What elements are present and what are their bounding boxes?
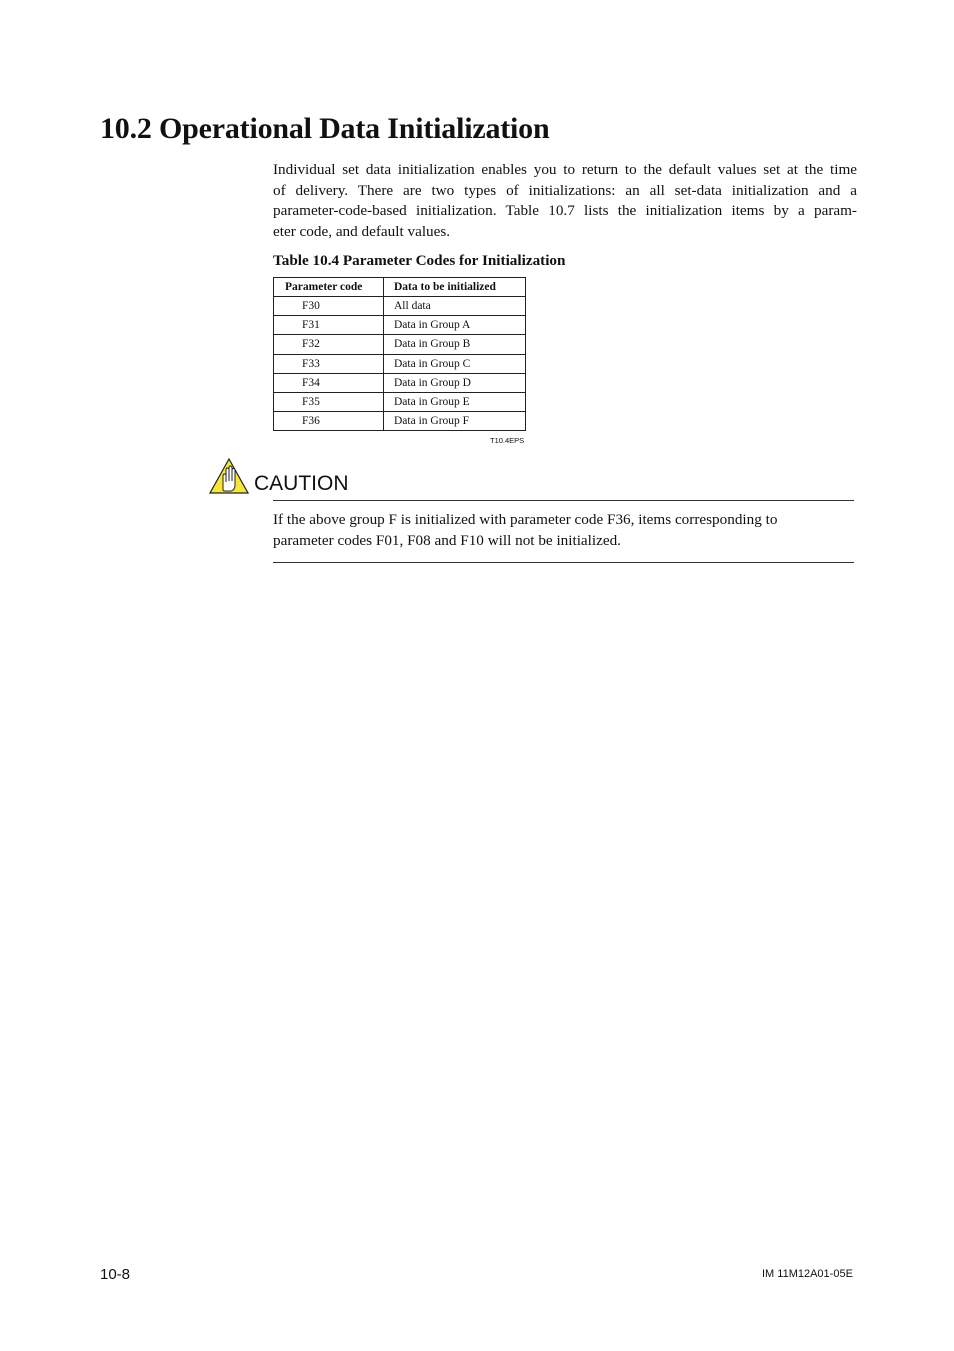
header-parameter-code: Parameter code <box>274 278 384 297</box>
page-number: 10-8 <box>100 1266 131 1283</box>
caution-line: parameter codes F01, F08 and F10 will not be initialized. <box>273 531 621 549</box>
section-heading: 10.2 Operational Data Initialization <box>100 112 550 145</box>
table-row <box>274 335 526 354</box>
parameter-code-cell: F31 <box>274 316 384 335</box>
data-cell: All data <box>384 297 526 316</box>
data-cell: Data in Group C <box>384 354 526 373</box>
caution-hand-icon <box>209 458 249 494</box>
table-row <box>274 354 526 373</box>
intro-line: eter code, and default values. <box>273 223 451 241</box>
table-caption: Table 10.4 Parameter Codes for Initialization <box>273 252 566 269</box>
parameter-code-cell: F34 <box>274 373 384 392</box>
data-cell: Data in Group D <box>384 373 526 392</box>
header-data-to-be-initialized: Data to be initialized <box>384 278 526 297</box>
caution-label: CAUTION <box>254 472 349 495</box>
figure-code: T10.4EPS <box>490 436 525 445</box>
caution-text <box>273 510 857 551</box>
parameter-code-cell: F32 <box>274 335 384 354</box>
intro-paragraph <box>273 160 857 243</box>
caution-line: If the above group F is initialized with parameter code F36, items corresponding to <box>273 511 778 528</box>
document-id: IM 11M12A01-05E <box>762 1268 853 1280</box>
table-row <box>274 316 526 335</box>
intro-line: Individual set data initialization enables you to return to the default values set at the time <box>273 161 857 178</box>
table-header-row <box>274 278 526 297</box>
parameter-code-cell: F33 <box>274 354 384 373</box>
table-row <box>274 412 526 431</box>
table-row <box>274 297 526 316</box>
intro-line: parameter-code-based initialization. Table 10.7 lists the initialization items by a param- <box>273 202 857 220</box>
parameter-code-cell: F35 <box>274 392 384 411</box>
intro-line: of delivery. There are two types of initializations: an all set-data initialization and a <box>273 181 857 199</box>
table-row <box>274 373 526 392</box>
data-cell: Data in Group B <box>384 335 526 354</box>
caution-top-rule <box>273 500 854 501</box>
data-cell: Data in Group A <box>384 316 526 335</box>
parameter-codes-table <box>273 277 526 431</box>
parameter-code-cell: F30 <box>274 297 384 316</box>
table-row <box>274 392 526 411</box>
data-cell: Data in Group E <box>384 392 526 411</box>
parameter-code-cell: F36 <box>274 412 384 431</box>
caution-bottom-rule <box>273 562 854 563</box>
data-cell: Data in Group F <box>384 412 526 431</box>
